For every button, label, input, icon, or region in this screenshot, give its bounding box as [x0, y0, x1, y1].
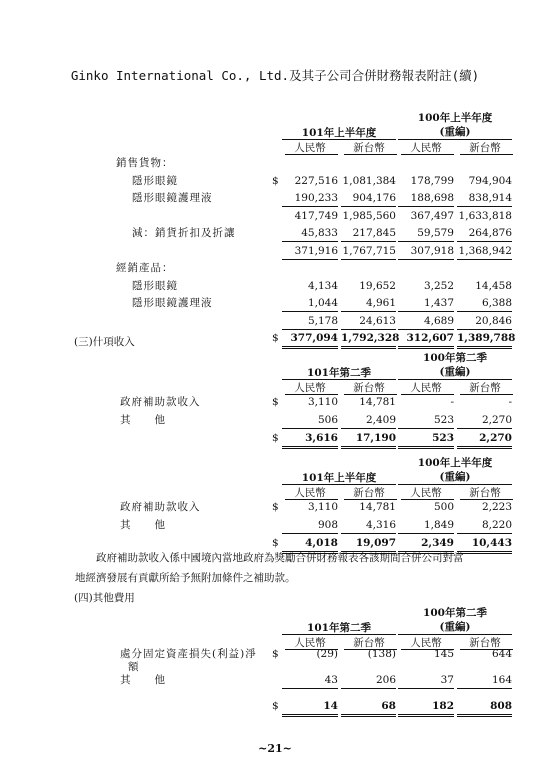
currency-symbol: $	[272, 174, 279, 187]
amount-cell: 838,914	[457, 191, 512, 207]
amount-cell: 2,409	[341, 413, 396, 429]
table-row	[0, 296, 550, 311]
amount-cell: 178,799	[410, 174, 454, 187]
column-header: 新台幣	[469, 142, 501, 154]
table-row	[0, 261, 550, 276]
column-header: 人民幣	[294, 487, 326, 499]
current-period-header: 101年第二季	[307, 622, 371, 634]
currency-symbol: $	[272, 648, 279, 660]
amount-cell: 227,516	[294, 174, 338, 187]
amount-cell: 3,110	[307, 396, 338, 408]
amount-cell: 37	[398, 673, 454, 689]
currency-symbol: $	[272, 700, 279, 712]
currency-symbol: $	[272, 501, 279, 513]
row-label: 其 他	[120, 414, 166, 426]
amount-cell: 14	[282, 699, 338, 717]
amount-cell: 523	[398, 413, 454, 429]
amount-cell: 2,270	[457, 431, 512, 449]
row-label-continued: 額	[128, 661, 140, 673]
table-row	[0, 647, 550, 673]
prior-period-header: 100年第二季	[423, 607, 487, 619]
column-header: 新台幣	[353, 382, 385, 394]
table-row	[0, 699, 550, 714]
prior-period-restated: (重編)	[439, 621, 471, 633]
amount-cell: 2,349	[398, 536, 454, 554]
prior-period-restated: (重編)	[439, 126, 471, 138]
column-header-rule	[285, 154, 338, 155]
amount-cell: 3,110	[307, 501, 338, 513]
row-label: 其 他	[120, 519, 166, 531]
page-number: ~21~	[258, 742, 292, 755]
currency-symbol: $	[272, 396, 279, 408]
row-label: 隱形眼鏡	[132, 279, 178, 292]
table-row	[0, 673, 550, 688]
amount-cell: 377,094	[282, 331, 338, 349]
table-row	[0, 314, 550, 329]
amount-cell: 1,044	[282, 296, 338, 312]
table-row	[0, 244, 550, 259]
note-line-1: 政府補助款收入係中國境內當地政府為獎勵合併財務報表各該期間合併公司對當	[75, 552, 464, 564]
current-period-header: 101年上半年度	[301, 127, 377, 139]
column-header: 人民幣	[410, 382, 442, 394]
amount-cell: 1,081,384	[342, 174, 396, 187]
row-label: 其 他	[120, 674, 166, 686]
amount-cell: 188,698	[398, 191, 454, 207]
column-header: 人民幣	[410, 487, 442, 499]
other-income-heading: (三)什項收入	[74, 336, 135, 348]
table-row	[0, 174, 550, 189]
amount-cell: (138)	[367, 648, 396, 660]
amount-cell: 307,918	[398, 244, 454, 260]
column-header: 人民幣	[294, 142, 326, 154]
amount-cell: 145	[433, 648, 454, 660]
amount-cell: 20,846	[457, 314, 512, 330]
row-label: 隱形眼鏡護理液	[132, 192, 213, 204]
amount-cell: 59,579	[398, 226, 454, 242]
amount-cell: 2,270	[457, 413, 512, 429]
table-row	[0, 413, 550, 428]
amount-cell: 1,437	[398, 296, 454, 312]
note-line-2: 地經濟發展有貢獻所給予無附加條件之補助款。	[75, 572, 296, 584]
amount-cell: -	[508, 396, 512, 408]
prior-period-restated: (重編)	[439, 471, 471, 483]
current-period-header: 101年第二季	[307, 367, 371, 379]
column-header: 人民幣	[410, 142, 442, 154]
amount-cell: 1,792,328	[341, 331, 396, 349]
amount-cell: 644	[491, 648, 512, 660]
amount-cell: 312,607	[398, 331, 454, 349]
amount-cell: 19,652	[359, 279, 396, 292]
amount-cell: 904,176	[341, 191, 396, 207]
table-row	[0, 279, 550, 294]
amount-cell: 164	[457, 673, 512, 689]
amount-cell: 1,849	[398, 518, 454, 534]
row-label: 隱形眼鏡	[132, 174, 178, 187]
prior-period-header: 100年上半年度	[417, 112, 493, 124]
row-label: 處分固定資產損失(利益)淨	[120, 648, 257, 660]
amount-cell: 4,316	[341, 518, 396, 534]
amount-cell: 523	[398, 431, 454, 449]
amount-cell: 14,458	[475, 279, 512, 292]
prior-period-header: 100年上半年度	[417, 457, 493, 469]
amount-cell: 1,633,818	[458, 209, 512, 222]
amount-cell: 808	[457, 699, 512, 717]
amount-cell: 264,876	[457, 226, 512, 242]
column-header: 新台幣	[469, 487, 501, 499]
amount-cell: 4,961	[341, 296, 396, 312]
table-row	[0, 191, 550, 206]
column-header-rule	[401, 154, 454, 155]
column-header-rule	[460, 154, 513, 155]
table-row	[0, 209, 550, 224]
amount-cell: 3,616	[282, 431, 338, 449]
amount-cell: 3,252	[423, 279, 454, 292]
table-row	[0, 156, 550, 171]
amount-cell: 4,689	[398, 314, 454, 330]
amount-cell: 8,220	[457, 518, 512, 534]
amount-cell: 2,223	[481, 501, 512, 513]
amount-cell: 14,781	[359, 396, 396, 408]
column-header: 新台幣	[353, 142, 385, 154]
amount-cell: 4,134	[307, 279, 338, 292]
amount-cell: 17,190	[341, 431, 396, 449]
amount-cell: 206	[341, 673, 396, 689]
current-period-header: 101年上半年度	[301, 472, 377, 484]
prior-period-restated: (重編)	[439, 366, 471, 378]
column-header: 新台幣	[469, 382, 501, 394]
amount-cell: 10,443	[457, 536, 512, 554]
amount-cell: 68	[341, 699, 396, 717]
amount-cell: 43	[282, 673, 338, 689]
row-label: 銷售貨物：	[116, 157, 174, 169]
amount-cell: -	[450, 396, 454, 408]
row-label: 經銷產品：	[116, 262, 174, 274]
column-header: 新台幣	[353, 487, 385, 499]
column-header: 人民幣	[294, 637, 326, 649]
prior-period-header: 100年第二季	[423, 352, 487, 364]
amount-cell: 506	[282, 413, 338, 429]
column-header-rule	[344, 154, 397, 155]
currency-symbol: $	[272, 432, 279, 444]
amount-cell: 14,781	[359, 501, 396, 513]
amount-cell: 190,233	[282, 191, 338, 207]
amount-cell: 45,833	[282, 226, 338, 242]
row-label: 隱形眼鏡護理液	[132, 297, 213, 309]
currency-symbol: $	[272, 537, 279, 549]
table-row	[0, 395, 550, 410]
amount-cell: 6,388	[457, 296, 512, 312]
amount-cell: 417,749	[294, 209, 338, 222]
amount-cell: 1,767,715	[341, 244, 396, 260]
row-label: 減：銷貨折扣及折讓	[132, 227, 236, 239]
page-title: Ginko International Co., Ltd.及其子公司合併財務報表附註(續)	[70, 68, 480, 83]
amount-cell: 5,178	[282, 314, 338, 330]
currency-symbol: $	[272, 332, 279, 344]
amount-cell: 182	[398, 699, 454, 717]
table-row	[0, 226, 550, 241]
amount-cell: 908	[282, 518, 338, 534]
amount-cell: 367,497	[410, 209, 454, 222]
column-header: 人民幣	[410, 637, 442, 649]
amount-cell: 794,904	[468, 174, 512, 187]
amount-cell: 1,985,560	[342, 209, 396, 222]
amount-cell: 19,097	[341, 536, 396, 554]
amount-cell: 500	[433, 501, 454, 513]
government-grant-note	[75, 548, 505, 588]
amount-cell: (29)	[316, 648, 338, 660]
amount-cell: 1,389,788	[457, 331, 512, 349]
table-row	[0, 500, 550, 515]
column-header: 人民幣	[294, 382, 326, 394]
amount-cell: 24,613	[341, 314, 396, 330]
amount-cell: 371,916	[282, 244, 338, 260]
table-row	[0, 431, 550, 446]
other-expense-heading: (四)其他費用	[74, 592, 135, 604]
amount-cell: 217,845	[341, 226, 396, 242]
table-row	[0, 518, 550, 533]
amount-cell: 4,018	[282, 536, 338, 554]
column-header: 新台幣	[353, 637, 385, 649]
row-label: 政府補助款收入	[120, 501, 201, 513]
row-label: 政府補助款收入	[120, 396, 201, 408]
column-header: 新台幣	[469, 637, 501, 649]
amount-cell: 1,368,942	[457, 244, 512, 260]
